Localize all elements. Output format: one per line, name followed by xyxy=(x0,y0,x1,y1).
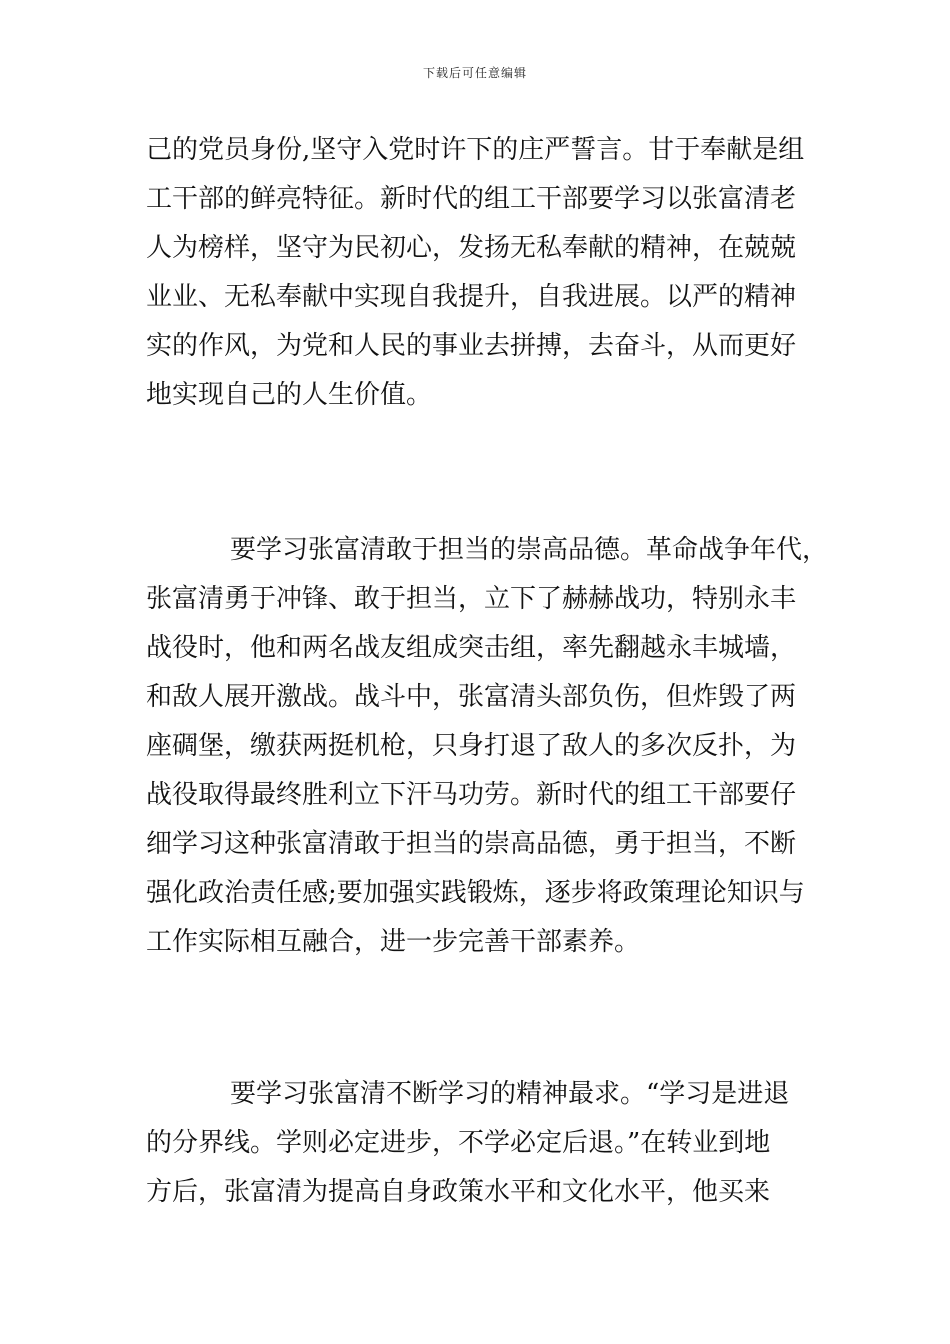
text-line: 战役时，他和两名战友组成突击组，率先翻越永丰城墙， xyxy=(146,633,797,663)
document-body xyxy=(146,126,829,1207)
paragraph-3 xyxy=(146,1070,814,1217)
text-line: 座碉堡，缴获两挺机枪，只身打退了敌人的多次反扑，为 xyxy=(146,731,797,761)
text-line: 己的党员身份,坚守入党时许下的庄严誓言。甘于奉献是组 xyxy=(146,135,805,165)
text-line: 工干部的鲜亮特征。新时代的组工干部要学习以张富清老 xyxy=(146,184,797,214)
text-line: 实的作风，为党和人民的事业去拼搏，去奋斗，从而更好 xyxy=(146,331,797,361)
text-line: 要学习张富清敢于担当的崇高品德。革命战争年代， xyxy=(230,535,829,565)
text-line: 细学习这种张富清敢于担当的崇高品德，勇于担当，不断 xyxy=(146,829,797,859)
text-line: 战役取得最终胜利立下汗马功劳。新时代的组工干部要仔 xyxy=(146,780,797,810)
text-line: 的分界线。学则必定进步，不学必定后退。”在转业到地 xyxy=(146,1128,771,1158)
text-line: 张富清勇于冲锋、敢于担当，立下了赫赫战功，特别永丰 xyxy=(146,584,797,614)
text-line: 强化政治责任感;要加强实践锻炼，逐步将政策理论知识与 xyxy=(146,878,805,908)
text-line: 业业、无私奉献中实现自我提升，自我进展。以严的精神 xyxy=(146,282,797,312)
text-line: 要学习张富清不断学习的精神最求。“学习是进退 xyxy=(230,1079,790,1109)
text-line: 地实现自己的人生价值。 xyxy=(146,380,433,410)
text-line: 工作实际相互融合，进一步完善干部素养。 xyxy=(146,927,641,957)
text-line: 人为榜样，坚守为民初心，发扬无私奉献的精神，在兢兢 xyxy=(146,233,797,263)
text-line: 和敌人展开激战。战斗中，张富清头部负伤，但炸毁了两 xyxy=(146,682,797,712)
paragraph-2 xyxy=(146,526,836,967)
header-note: 下载后可任意编辑 xyxy=(422,66,527,80)
text-line: 方后，张富清为提高自身政策水平和文化水平，他买来 xyxy=(146,1177,771,1207)
paragraph-1 xyxy=(146,126,814,420)
